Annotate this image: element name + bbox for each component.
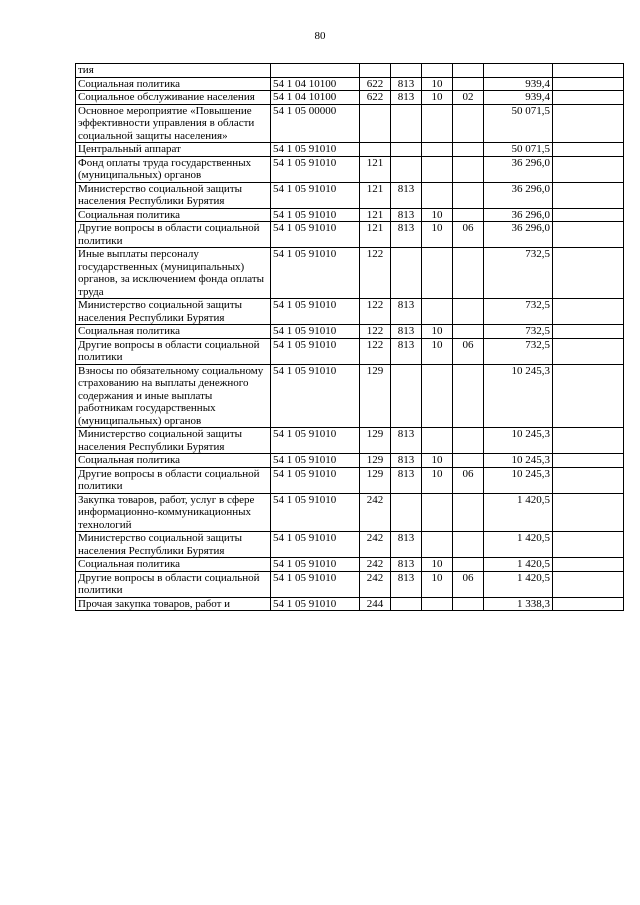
cell-empty xyxy=(553,454,624,468)
cell-department xyxy=(391,493,422,532)
cell-subsection xyxy=(453,558,484,572)
cell-expense-type: 122 xyxy=(360,325,391,339)
cell-amount: 1 420,5 xyxy=(484,532,553,558)
cell-section xyxy=(422,299,453,325)
cell-subsection xyxy=(453,182,484,208)
table-row xyxy=(76,571,624,597)
table-row xyxy=(76,299,624,325)
cell-department: 813 xyxy=(391,532,422,558)
table-row xyxy=(76,558,624,572)
cell-target-article: 54 1 05 91010 xyxy=(271,558,360,572)
table-row xyxy=(76,454,624,468)
cell-target-article: 54 1 05 00000 xyxy=(271,104,360,143)
cell-amount: 10 245,3 xyxy=(484,454,553,468)
budget-table xyxy=(75,63,624,611)
cell-section xyxy=(422,104,453,143)
cell-amount: 36 296,0 xyxy=(484,208,553,222)
cell-target-article: 54 1 05 91010 xyxy=(271,248,360,299)
table-row xyxy=(76,104,624,143)
cell-empty xyxy=(553,325,624,339)
cell-section: 10 xyxy=(422,91,453,105)
cell-target-article xyxy=(271,64,360,78)
cell-expense-type: 622 xyxy=(360,77,391,91)
cell-empty xyxy=(553,156,624,182)
cell-target-article: 54 1 05 91010 xyxy=(271,571,360,597)
cell-empty xyxy=(553,467,624,493)
cell-department: 813 xyxy=(391,467,422,493)
cell-subsection xyxy=(453,104,484,143)
cell-subsection xyxy=(453,248,484,299)
cell-empty xyxy=(553,104,624,143)
cell-empty xyxy=(553,182,624,208)
cell-section xyxy=(422,364,453,428)
cell-empty xyxy=(553,493,624,532)
cell-empty xyxy=(553,558,624,572)
cell-department: 813 xyxy=(391,208,422,222)
cell-section xyxy=(422,532,453,558)
cell-empty xyxy=(553,428,624,454)
cell-expense-type: 121 xyxy=(360,182,391,208)
cell-subsection: 02 xyxy=(453,91,484,105)
cell-name: Основное мероприятие «Повышение эффективности управления в области социальной защиты населения» xyxy=(76,104,271,143)
table-row xyxy=(76,77,624,91)
cell-name: Министерство социальной защиты населения Республики Бурятия xyxy=(76,428,271,454)
cell-department: 813 xyxy=(391,299,422,325)
cell-empty xyxy=(553,77,624,91)
cell-name: Социальное обслуживание населения xyxy=(76,91,271,105)
budget-table-body xyxy=(76,64,624,611)
cell-amount: 732,5 xyxy=(484,338,553,364)
cell-section: 10 xyxy=(422,467,453,493)
cell-expense-type: 122 xyxy=(360,299,391,325)
cell-target-article: 54 1 05 91010 xyxy=(271,493,360,532)
cell-amount: 10 245,3 xyxy=(484,467,553,493)
cell-name: Закупка товаров, работ, услуг в сфере информационно-коммуникационных технологий xyxy=(76,493,271,532)
cell-subsection: 06 xyxy=(453,338,484,364)
cell-section: 10 xyxy=(422,77,453,91)
cell-section xyxy=(422,143,453,157)
cell-name: Другие вопросы в области социальной политики xyxy=(76,222,271,248)
cell-section: 10 xyxy=(422,454,453,468)
cell-target-article: 54 1 05 91010 xyxy=(271,364,360,428)
cell-department: 813 xyxy=(391,338,422,364)
cell-empty xyxy=(553,143,624,157)
cell-subsection xyxy=(453,208,484,222)
cell-section xyxy=(422,428,453,454)
table-row xyxy=(76,64,624,78)
cell-expense-type: 121 xyxy=(360,156,391,182)
cell-subsection: 06 xyxy=(453,222,484,248)
cell-department: 813 xyxy=(391,558,422,572)
cell-target-article: 54 1 05 91010 xyxy=(271,338,360,364)
cell-amount: 1 420,5 xyxy=(484,571,553,597)
cell-subsection xyxy=(453,597,484,611)
cell-amount: 50 071,5 xyxy=(484,104,553,143)
cell-target-article: 54 1 04 10100 xyxy=(271,91,360,105)
cell-section xyxy=(422,597,453,611)
cell-department: 813 xyxy=(391,325,422,339)
cell-amount: 36 296,0 xyxy=(484,182,553,208)
cell-expense-type: 122 xyxy=(360,248,391,299)
cell-section: 10 xyxy=(422,558,453,572)
cell-target-article: 54 1 05 91010 xyxy=(271,467,360,493)
cell-target-article: 54 1 05 91010 xyxy=(271,597,360,611)
page-number: 80 xyxy=(314,30,326,42)
cell-name: Министерство социальной защиты населения Республики Бурятия xyxy=(76,532,271,558)
cell-expense-type: 121 xyxy=(360,208,391,222)
cell-target-article: 54 1 05 91010 xyxy=(271,208,360,222)
cell-subsection xyxy=(453,156,484,182)
cell-name: Другие вопросы в области социальной политики xyxy=(76,467,271,493)
cell-name: Социальная политика xyxy=(76,208,271,222)
cell-section xyxy=(422,182,453,208)
cell-department xyxy=(391,248,422,299)
cell-empty xyxy=(553,364,624,428)
cell-section: 10 xyxy=(422,222,453,248)
table-row xyxy=(76,532,624,558)
cell-department: 813 xyxy=(391,182,422,208)
cell-department xyxy=(391,143,422,157)
cell-empty xyxy=(553,532,624,558)
cell-target-article: 54 1 05 91010 xyxy=(271,428,360,454)
cell-section: 10 xyxy=(422,208,453,222)
cell-subsection xyxy=(453,532,484,558)
table-row xyxy=(76,493,624,532)
cell-subsection xyxy=(453,64,484,78)
table-row xyxy=(76,182,624,208)
cell-expense-type: 129 xyxy=(360,467,391,493)
cell-amount: 1 338,3 xyxy=(484,597,553,611)
cell-name: Взносы по обязательному социальному страхованию на выплаты денежного содержания и иные выплаты работникам государственных (муниципальных) органов xyxy=(76,364,271,428)
cell-target-article: 54 1 05 91010 xyxy=(271,325,360,339)
cell-name: Фонд оплаты труда государственных (муниципальных) органов xyxy=(76,156,271,182)
cell-target-article: 54 1 05 91010 xyxy=(271,299,360,325)
cell-section xyxy=(422,156,453,182)
cell-amount: 36 296,0 xyxy=(484,222,553,248)
table-row xyxy=(76,91,624,105)
cell-subsection: 06 xyxy=(453,467,484,493)
table-row xyxy=(76,156,624,182)
cell-target-article: 54 1 04 10100 xyxy=(271,77,360,91)
cell-amount: 36 296,0 xyxy=(484,156,553,182)
cell-amount: 939,4 xyxy=(484,91,553,105)
cell-amount: 1 420,5 xyxy=(484,493,553,532)
cell-expense-type: 129 xyxy=(360,364,391,428)
cell-amount: 732,5 xyxy=(484,299,553,325)
cell-expense-type: 242 xyxy=(360,558,391,572)
cell-name: тия xyxy=(76,64,271,78)
cell-subsection xyxy=(453,454,484,468)
cell-department xyxy=(391,364,422,428)
cell-section: 10 xyxy=(422,325,453,339)
cell-name: Социальная политика xyxy=(76,558,271,572)
cell-name: Прочая закупка товаров, работ и xyxy=(76,597,271,611)
cell-empty xyxy=(553,338,624,364)
cell-department xyxy=(391,156,422,182)
cell-name: Центральный аппарат xyxy=(76,143,271,157)
cell-empty xyxy=(553,222,624,248)
cell-subsection xyxy=(453,325,484,339)
cell-subsection xyxy=(453,299,484,325)
cell-name: Министерство социальной защиты населения Республики Бурятия xyxy=(76,182,271,208)
cell-section xyxy=(422,493,453,532)
cell-name: Другие вопросы в области социальной политики xyxy=(76,338,271,364)
cell-department xyxy=(391,64,422,78)
cell-name: Социальная политика xyxy=(76,77,271,91)
cell-amount: 1 420,5 xyxy=(484,558,553,572)
cell-name: Другие вопросы в области социальной политики xyxy=(76,571,271,597)
cell-expense-type xyxy=(360,64,391,78)
table-row xyxy=(76,222,624,248)
cell-expense-type: 122 xyxy=(360,338,391,364)
cell-name: Иные выплаты персоналу государственных (муниципальных) органов, за исключением фонда оплаты труда xyxy=(76,248,271,299)
cell-expense-type: 242 xyxy=(360,571,391,597)
cell-department: 813 xyxy=(391,571,422,597)
cell-expense-type: 242 xyxy=(360,532,391,558)
cell-amount: 10 245,3 xyxy=(484,364,553,428)
table-row xyxy=(76,208,624,222)
cell-section: 10 xyxy=(422,571,453,597)
cell-amount xyxy=(484,64,553,78)
cell-expense-type: 129 xyxy=(360,428,391,454)
cell-name: Министерство социальной защиты населения Республики Бурятия xyxy=(76,299,271,325)
cell-amount: 50 071,5 xyxy=(484,143,553,157)
cell-department xyxy=(391,597,422,611)
cell-name: Социальная политика xyxy=(76,325,271,339)
cell-department: 813 xyxy=(391,454,422,468)
cell-department: 813 xyxy=(391,91,422,105)
cell-amount: 939,4 xyxy=(484,77,553,91)
cell-subsection xyxy=(453,77,484,91)
cell-expense-type: 244 xyxy=(360,597,391,611)
table-row xyxy=(76,325,624,339)
cell-section: 10 xyxy=(422,338,453,364)
cell-subsection xyxy=(453,493,484,532)
cell-subsection xyxy=(453,143,484,157)
cell-empty xyxy=(553,208,624,222)
cell-expense-type: 121 xyxy=(360,222,391,248)
cell-expense-type xyxy=(360,104,391,143)
table-row xyxy=(76,248,624,299)
cell-subsection: 06 xyxy=(453,571,484,597)
table-row xyxy=(76,428,624,454)
cell-department: 813 xyxy=(391,222,422,248)
cell-target-article: 54 1 05 91010 xyxy=(271,143,360,157)
cell-department: 813 xyxy=(391,77,422,91)
cell-expense-type: 622 xyxy=(360,91,391,105)
cell-empty xyxy=(553,571,624,597)
cell-target-article: 54 1 05 91010 xyxy=(271,156,360,182)
table-row xyxy=(76,143,624,157)
cell-expense-type xyxy=(360,143,391,157)
cell-target-article: 54 1 05 91010 xyxy=(271,182,360,208)
table-row xyxy=(76,467,624,493)
table-row xyxy=(76,597,624,611)
cell-amount: 732,5 xyxy=(484,248,553,299)
cell-section xyxy=(422,64,453,78)
table-row xyxy=(76,364,624,428)
table-row xyxy=(76,338,624,364)
cell-target-article: 54 1 05 91010 xyxy=(271,532,360,558)
cell-empty xyxy=(553,64,624,78)
cell-name: Социальная политика xyxy=(76,454,271,468)
cell-department: 813 xyxy=(391,428,422,454)
cell-subsection xyxy=(453,364,484,428)
cell-expense-type: 129 xyxy=(360,454,391,468)
cell-subsection xyxy=(453,428,484,454)
cell-empty xyxy=(553,248,624,299)
cell-empty xyxy=(553,597,624,611)
cell-amount: 732,5 xyxy=(484,325,553,339)
cell-empty xyxy=(553,299,624,325)
cell-expense-type: 242 xyxy=(360,493,391,532)
cell-empty xyxy=(553,91,624,105)
cell-target-article: 54 1 05 91010 xyxy=(271,454,360,468)
cell-section xyxy=(422,248,453,299)
cell-amount: 10 245,3 xyxy=(484,428,553,454)
cell-target-article: 54 1 05 91010 xyxy=(271,222,360,248)
cell-department xyxy=(391,104,422,143)
